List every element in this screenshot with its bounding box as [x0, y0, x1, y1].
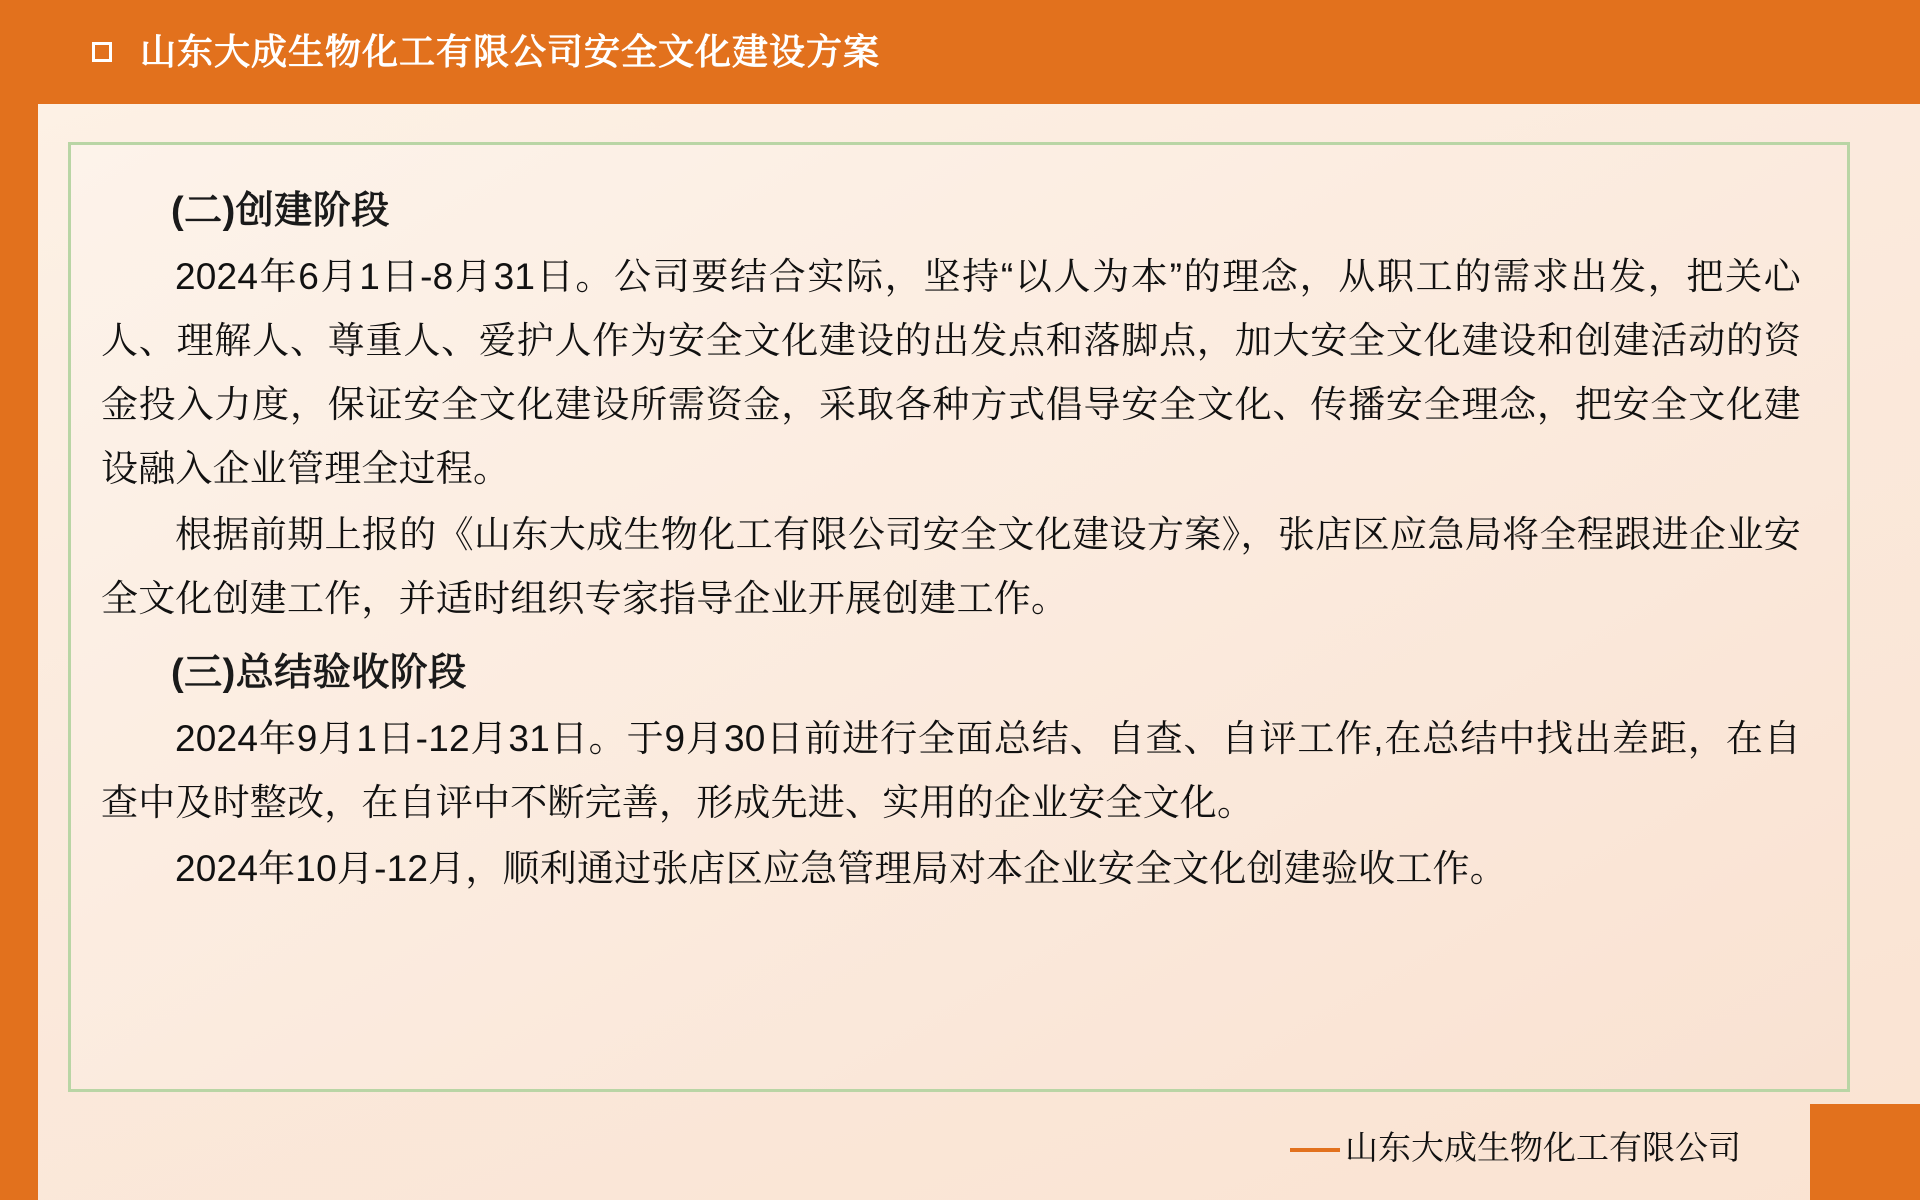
- section-heading-1: (二)创建阶段: [171, 190, 390, 232]
- section-1-paragraph-1: 2024年6月1日-8月31日。公司要结合实际，坚持“以人为本”的理念，从职工的需求出发，把关心人、理解人、尊重人、爱护人作为安全文化建设的出发点和落脚点，加大安全文化建设和创建活动的资金投入力度，保证安全文化建设所需资金，采取各种方式倡导安全文化、传播安全理念，把安全文化建设融入企业管理全过程。: [101, 256, 1801, 489]
- left-accent-band: [0, 0, 38, 1200]
- footer-accent-block: [1810, 1104, 1920, 1200]
- content-inner: [101, 169, 1801, 903]
- section-2-paragraph-1: 2024年9月1日-12月31日。于9月30日前进行全面总结、自查、自评工作,在总结中找出差距，在自查中及时整改，在自评中不断完善，形成先进、实用的企业安全文化。: [101, 718, 1801, 823]
- page-title: 山东大成生物化工有限公司安全文化建设方案: [140, 31, 881, 72]
- header-band: [0, 0, 1920, 104]
- footer-company-name: 山东大成生物化工有限公司: [1345, 1129, 1741, 1166]
- content-box: [68, 142, 1850, 1092]
- footer-divider: [1290, 1148, 1340, 1152]
- square-outline-icon: [92, 42, 112, 62]
- section-2-paragraph-2: 2024年10月-12月，顺利通过张店区应急管理局对本企业安全文化创建验收工作。: [175, 848, 1507, 889]
- section-1-paragraph-2: 根据前期上报的《山东大成生物化工有限公司安全文化建设方案》，张店区应急局将全程跟进企业安全文化创建工作，并适时组织专家指导企业开展创建工作。: [101, 514, 1801, 619]
- section-heading-2: (三)总结验收阶段: [171, 652, 467, 694]
